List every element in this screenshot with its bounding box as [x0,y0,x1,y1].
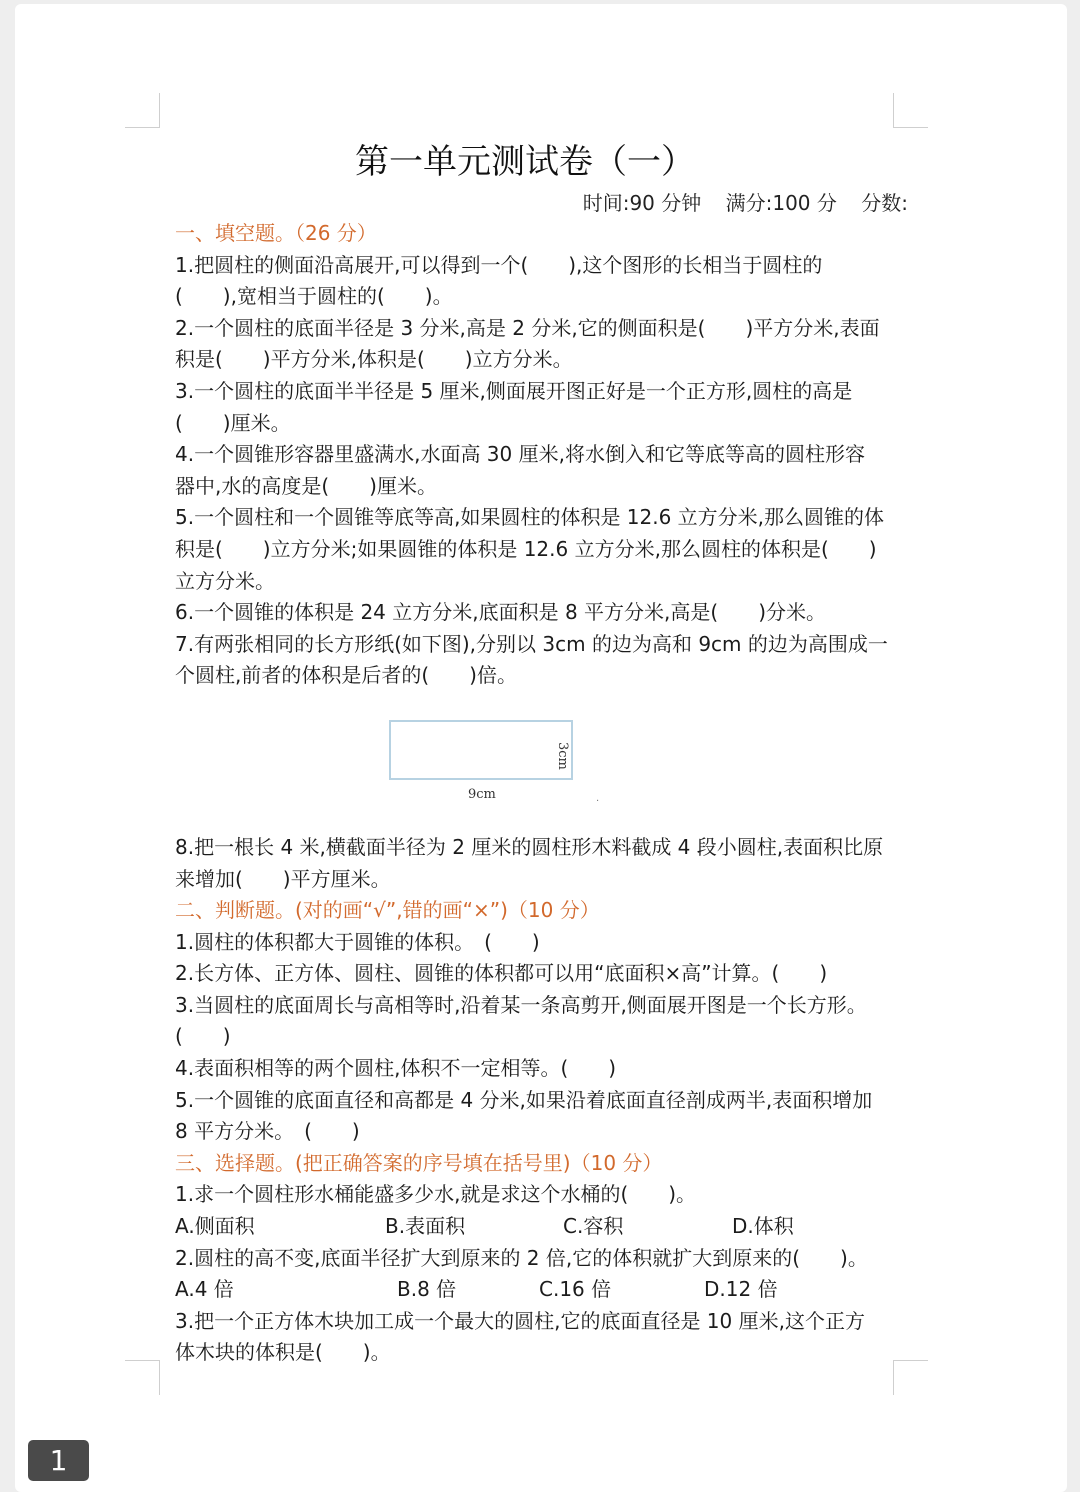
question-line: 5.一个圆柱和一个圆锥等底等高,如果圆柱的体积是 12.6 立方分米,那么圆锥的体 [175,505,885,530]
crop-mark-top-right [893,93,928,128]
question-line: 2.一个圆柱的底面半径是 3 分米,高是 2 分米,它的侧面积是( )平方分米,表面 [175,315,880,340]
question-line: 7.有两张相同的长方形纸(如下图),分别以 3cm 的边为高和 9cm 的边为高围成一 [175,631,888,656]
question-line: 3.一个圆柱的底面半半径是 5 厘米,侧面展开图正好是一个正方形,圆柱的高是 [175,378,853,403]
crop-mark-bottom-left [125,1360,160,1395]
question-line: 器中,水的高度是( )厘米。 [175,473,437,498]
question-line: ( ),宽相当于圆柱的( )。 [175,284,453,309]
question-line: 4.一个圆锥形容器里盛满水,水面高 30 厘米,将水倒入和它等底等高的圆柱形容 [175,442,865,467]
question-line: 积是( )立方分米;如果圆锥的体积是 12.6 立方分米,那么圆柱的体积是( ) [175,536,877,561]
rectangle-figure [175,692,910,832]
crop-mark-top-left [125,93,160,128]
question-line: ( )厘米。 [175,410,291,435]
option-a: A.4 倍 [175,1277,234,1302]
question-line: 3.把一个正方体木块加工成一个最大的圆柱,它的底面直径是 10 厘米,这个正方 [175,1308,865,1333]
exam-time: 时间:90 分钟 [582,191,702,215]
section-header-true-false: 二、判断题。(对的画“√”,错的画“×”)（10 分） [175,898,600,923]
option-a: A.侧面积 [175,1214,255,1239]
option-b: B.8 倍 [397,1277,457,1302]
option-d: D.12 倍 [704,1277,778,1302]
question-line: 立方分米。 [175,568,275,593]
option-d: D.体积 [732,1214,794,1239]
exam-meta [565,189,908,217]
question-line: 体木块的体积是( )。 [175,1340,391,1365]
options-row [175,1211,910,1243]
question-line: 2.圆柱的高不变,底面半径扩大到原来的 2 倍,它的体积就扩大到原来的( )。 [175,1245,868,1270]
section-header-fill-blank: 一、填空题。（26 分） [175,221,377,245]
question-line: 来增加( )平方厘米。 [175,866,391,891]
figure-dot: · [596,795,600,807]
option-c: C.容积 [563,1214,624,1239]
question-line: 1.把圆柱的侧面沿高展开,可以得到一个( ),这个图形的长相当于圆柱的 [175,252,823,277]
exam-content [175,218,910,1369]
figure-height-label: 3cm [555,741,570,770]
question-line: ( ) [175,1024,231,1049]
question-line: 8 平方分米。 ( ) [175,1119,360,1144]
page-number-badge[interactable]: 1 [28,1440,89,1481]
question-line: 积是( )平方分米,体积是( )立方分米。 [175,347,573,372]
paper-rectangle [389,720,573,780]
question-line: 个圆柱,前者的体积是后者的( )倍。 [175,663,517,688]
option-c: C.16 倍 [539,1277,612,1302]
question-line: 3.当圆柱的底面周长与高相等时,沿着某一条高剪开,侧面展开图是一个长方形。 [175,992,867,1017]
question-line: 8.把一根长 4 米,横截面半径为 2 厘米的圆柱形木料截成 4 段小圆柱,表面积比原 [175,834,884,859]
question-line: 2.长方体、正方体、圆柱、圆锥的体积都可以用“底面积×高”计算。( ) [175,961,828,986]
options-row [175,1274,910,1306]
question-line: 1.圆柱的体积都大于圆锥的体积。 ( ) [175,929,540,954]
option-b: B.表面积 [385,1214,466,1239]
exam-full-score: 满分:100 分 [725,191,837,215]
page-title: 第一单元测试卷（一） [355,142,695,182]
question-line: 1.求一个圆柱形水桶能盛多少水,就是求这个水桶的( )。 [175,1182,697,1207]
figure-width-label: 9cm [468,786,496,802]
question-line: 6.一个圆锥的体积是 24 立方分米,底面积是 8 平方分米,高是( )分米。 [175,600,827,625]
exam-score-field: 分数: [861,191,908,215]
question-line: 5.一个圆锥的底面直径和高都是 4 分米,如果沿着底面直径剖成两半,表面积增加 [175,1087,873,1112]
question-line: 4.表面积相等的两个圆柱,体积不一定相等。( ) [175,1056,617,1081]
section-header-multiple-choice: 三、选择题。(把正确答案的序号填在括号里)（10 分） [175,1150,663,1175]
